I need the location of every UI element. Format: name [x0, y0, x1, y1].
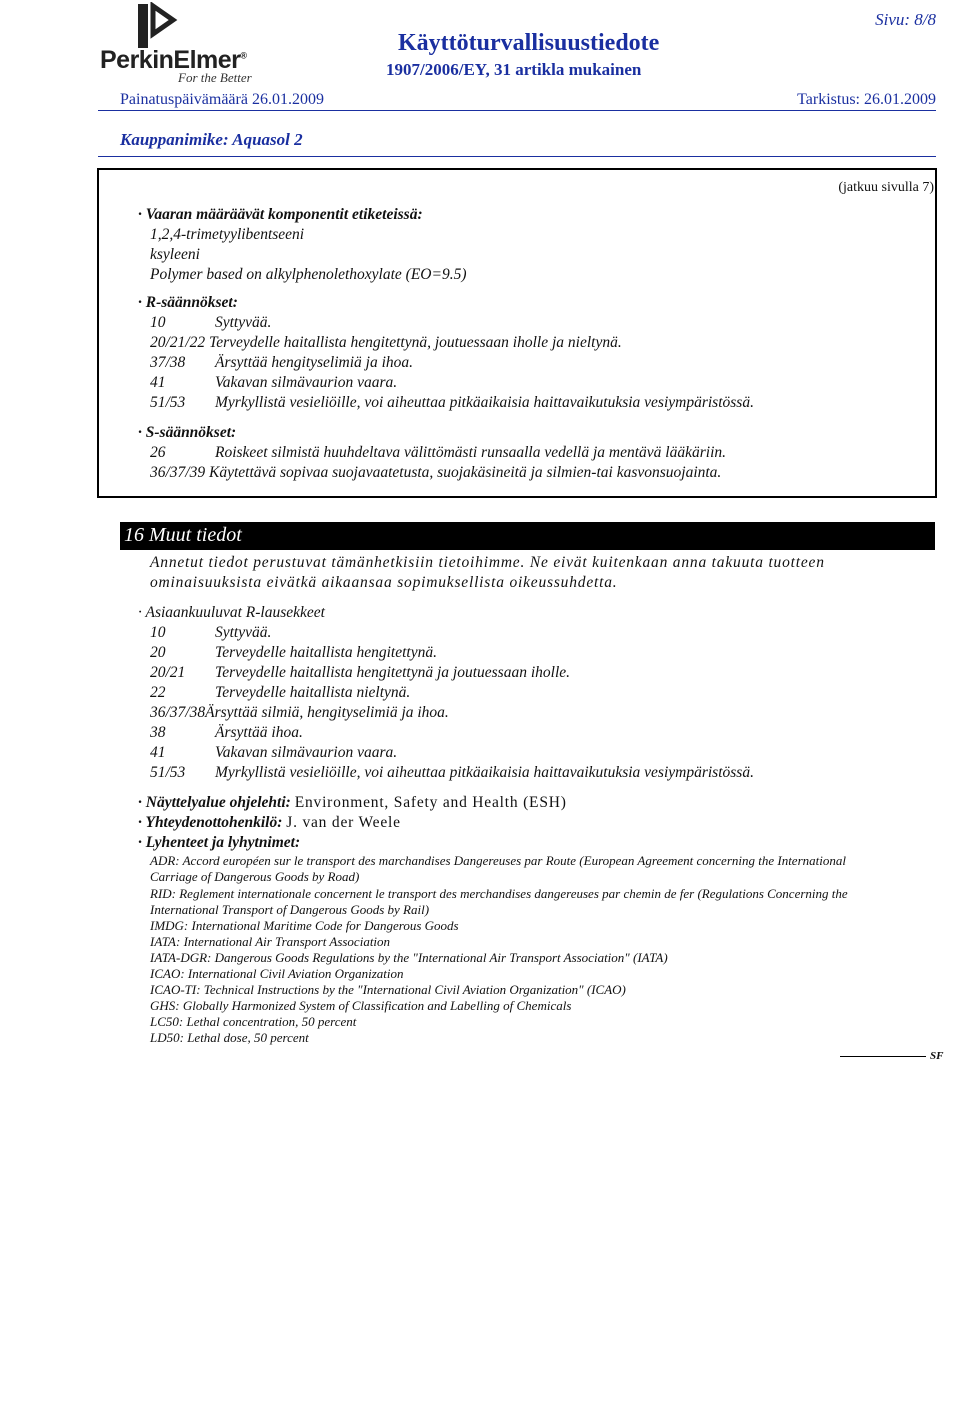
logo-mark-icon — [98, 2, 268, 50]
component-item: ksyleeni — [150, 246, 200, 263]
issuer-row: · Näyttelyalue ohjelehti: Environment, Safety and Health (ESH) — [138, 794, 567, 811]
abbreviation-line: IMDG: International Maritime Code for Dangerous Goods — [150, 918, 459, 933]
r-phrases-heading: · R-säännökset: — [138, 294, 238, 311]
abbreviation-line: ICAO: International Civil Aviation Organization — [150, 966, 404, 981]
section-16-header — [120, 522, 935, 550]
relevant-r-phrase: 36/37/38Ärsyttää silmiä, hengityselimiä ja ihoa. — [150, 704, 449, 721]
component-item: 1,2,4-trimetyylibentseeni — [150, 226, 305, 243]
relevant-r-phrase: 41 Vakavan silmävaurion vaara. — [150, 744, 398, 761]
r-phrase: 51/53 Myrkyllistä vesieliöille, voi aiheuttaa pitkäaikaisia haittavaikutuksia vesiympäristössä. — [150, 394, 754, 411]
contact-row: · Yhteydenottohenkilö: J. van der Weele — [138, 814, 401, 831]
abbreviation-line: Carriage of Dangerous Goods by Road) — [150, 869, 360, 884]
abbreviation-line: GHS: Globally Harmonized System of Classification and Labelling of Chemicals — [150, 998, 572, 1013]
logo-tagline: For the Better — [178, 70, 252, 85]
continued-note: (jatkuu sivulla 7) — [838, 180, 934, 195]
s-phrase: 36/37/39 Käytettävä sopivaa suojavaatetusta, suojakäsineitä ja silmien-tai kasvonsuojainta. — [150, 464, 722, 481]
abbreviations-heading: · Lyhenteet ja lyhytnimet: — [138, 834, 301, 851]
section-16-title: 16 Muut tiedot — [124, 524, 242, 546]
r-phrase: 20/21/22 Terveydelle haitallista hengitettynä, joutuessaan iholle ja nieltynä. — [150, 334, 622, 351]
revision-date: Tarkistus: 26.01.2009 — [797, 91, 936, 108]
components-heading: · Vaaran määräävät komponentit etiketeissä: — [138, 206, 423, 223]
relevant-r-phrase: 20/21 Terveydelle haitallista hengitettynä ja joutuessaan iholle. — [150, 664, 571, 681]
relevant-r-phrase: 22 Terveydelle haitallista nieltynä. — [150, 684, 411, 701]
abbreviation-line: ICAO-TI: Technical Instructions by the "International Civil Aviation Organization" (ICAO) — [150, 982, 626, 997]
print-date: Painatuspäivämäärä 26.01.2009 — [120, 91, 324, 108]
s-phrases-heading: · S-säännökset: — [138, 424, 237, 441]
r-phrase: 10 Syttyvää. — [150, 314, 272, 331]
page-number: Sivu: 8/8 — [875, 10, 936, 29]
document-subtitle: 1907/2006/EY, 31 artikla mukainen — [386, 60, 642, 79]
abbreviation-line: LD50: Lethal dose, 50 percent — [150, 1030, 309, 1045]
abbreviation-line: RID: Reglement internationale concernent le transport des merchandises dangereuses par chemin de fer (Regulations Concerning the — [150, 886, 848, 901]
intro-text-line: Annetut tiedot perustuvat tämänhetkisiin tietoihimme. Ne eivät kuitenkaan anna takuuta tuotteen — [150, 554, 825, 571]
abbreviation-line: IATA-DGR: Dangerous Goods Regulations by the "International Air Transport Association" (IATA) — [150, 950, 668, 965]
document-title: Käyttöturvallisuustiedote — [398, 30, 660, 56]
relevant-r-phrase: 38 Ärsyttää ihoa. — [150, 724, 303, 741]
abbreviation-line: International Transport of Dangerous Goods by Rail) — [150, 902, 430, 917]
relevant-r-phrase: 20 Terveydelle haitallista hengitettynä. — [150, 644, 437, 661]
relevant-r-heading: · Asiaankuuluvat R-lausekkeet — [138, 604, 325, 621]
logo-text: PerkinElmer® — [100, 46, 247, 74]
footer-rule — [840, 1056, 926, 1057]
abbreviation-line: LC50: Lethal concentration, 50 percent — [150, 1014, 357, 1029]
language-code: SF — [930, 1050, 944, 1062]
s-phrase: 26 Roiskeet silmistä huuhdeltava välittömästi runsaalla vedellä ja mentävä lääkäriin. — [150, 444, 727, 461]
relevant-r-phrase: 10 Syttyvää. — [150, 624, 272, 641]
abbreviation-line: IATA: International Air Transport Association — [150, 934, 391, 949]
component-item: Polymer based on alkylphenolethoxylate (EO=9.5) — [150, 266, 467, 283]
abbreviation-line: ADR: Accord européen sur le transport des marchandises Dangereuses par Route (European Agreement concerning the International — [150, 853, 846, 868]
header-divider — [98, 110, 936, 111]
r-phrase: 41 Vakavan silmävaurion vaara. — [150, 374, 398, 391]
relevant-r-phrase: 51/53 Myrkyllistä vesieliöille, voi aiheuttaa pitkäaikaisia haittavaikutuksia vesiympäristössä. — [150, 764, 754, 781]
trade-divider — [98, 156, 936, 157]
r-phrase: 37/38 Ärsyttää hengityselimiä ja ihoa. — [150, 354, 414, 371]
intro-text-line: ominaisuuksista eivätkä aikaansaa sopimuksellista oikeussuhdetta. — [150, 574, 618, 591]
trade-name: Kauppanimike: Aquasol 2 — [120, 130, 303, 149]
